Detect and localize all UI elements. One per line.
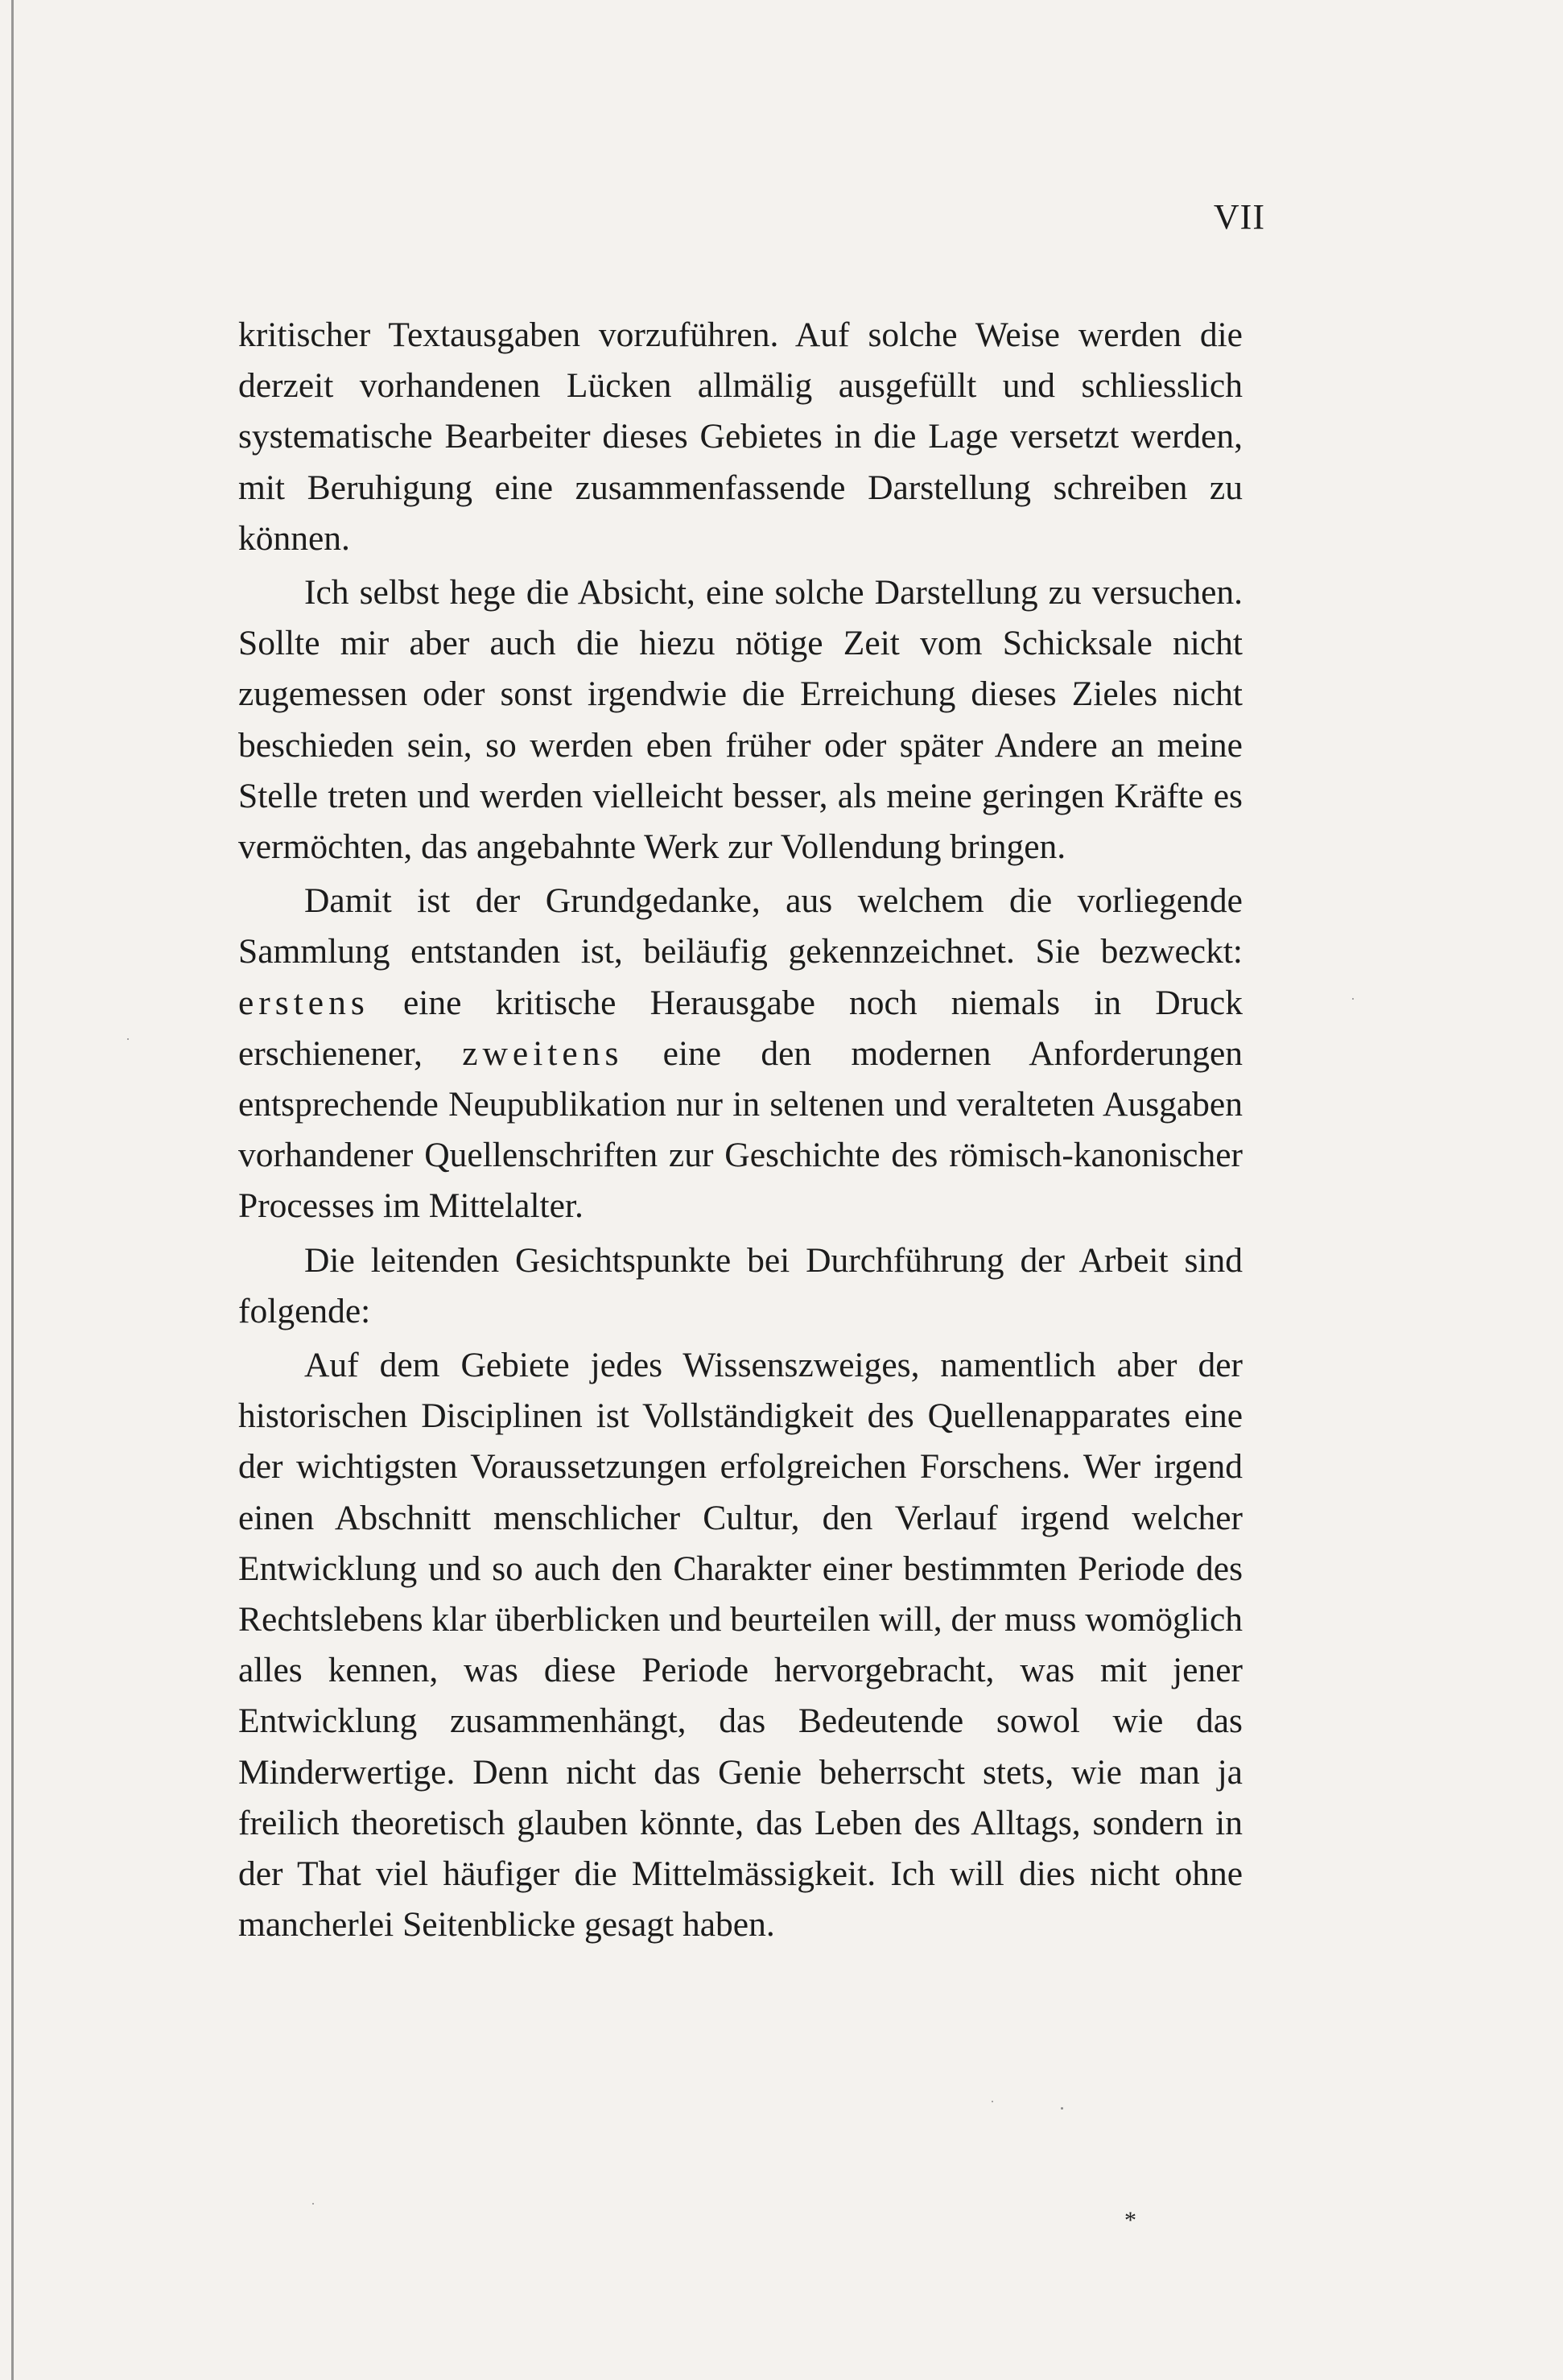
paragraph-text: Die leitenden Gesichtspunkte bei Durchführung der Arbeit sind folgende: xyxy=(238,1240,1243,1330)
paragraph-text: Auf dem Gebiete jedes Wissenszweiges, namentlich aber der historischen Disciplinen ist Vollständigkeit des Quellenapparates eine der wichtigsten Voraussetzungen erfolgreichen Forschens. Wer irgend einen Abschnitt menschlicher Cultur, den Verlauf irgend welcher Entwicklung und so auch den Charakter einer bestimmten Periode des Rechtslebens klar überblicken und beurteilen will, der muss womöglich alles kennen, was diese Periode hervorgebracht, was mit jener Entwicklung zusammenhängt, das Bedeutende sowol wie das Minderwertige. Denn nicht das Genie beherrscht stets, wie man ja freilich theoretisch glauben könnte, das Leben des Alltags, sondern in der That viel häufiger die Mittelmässigkeit. Ich will dies nicht ohne mancherlei Seitenblicke gesagt haben. xyxy=(238,1346,1243,1945)
paragraph-text: eine den modernen Anforderungen entsprechende Neupublikation nur in seltenen und veralteten Ausgaben vorhandener Quellenschriften zur Geschichte des römisch-kanonischer Processes im Mittelalter. xyxy=(238,1033,1243,1226)
paragraph-text: kritischer Textausgaben vorzuführen. Auf solche Weise werden die derzeit vorhandenen Lücken allmälig ausgefüllt und schliesslich systematische Bearbeiter dieses Gebietes in die Lage versetzt werden, mit Beruhigung eine zusammenfassende Darstellung schreiben zu können. xyxy=(238,316,1243,558)
paper-speck xyxy=(1352,998,1354,1000)
paper-speck xyxy=(127,1038,129,1040)
paragraph xyxy=(238,567,1243,872)
page-binding-edge xyxy=(11,0,14,2380)
emphasized-word: zweitens xyxy=(462,1033,624,1073)
paragraph xyxy=(238,1235,1243,1337)
paragraph-text: Damit ist der Grundgedanke, aus welchem die vorliegende Sammlung entstanden ist, beiläufig gekennzeichnet. Sie bezweckt: xyxy=(238,881,1243,971)
paragraph xyxy=(238,310,1243,564)
paper-speck xyxy=(312,2203,314,2205)
printer-mark: * xyxy=(1124,2207,1136,2234)
paper-speck xyxy=(992,2101,993,2102)
paragraph-text: eine kritische Herausgabe noch niemals in Druck erschienener, xyxy=(238,983,1243,1073)
paragraph xyxy=(238,1340,1243,1950)
emphasized-word: erstens xyxy=(238,983,369,1022)
page-number: VII xyxy=(1213,197,1265,237)
paragraph-text: Ich selbst hege die Absicht, eine solche Darstellung zu versuchen. Sollte mir aber auch die hiezu nötige Zeit vom Schicksale nicht zugemessen oder sonst irgendwie die Erreichung dieses Zieles nicht beschieden sein, so werden eben früher oder später Andere an meine Stelle treten und werden vielleicht besser, als meine geringen Kräfte es vermöchten, das angebahnte Werk zur Vollendung bringen. xyxy=(238,573,1243,867)
paragraph xyxy=(238,876,1243,1231)
body-text xyxy=(238,310,1243,1951)
paper-speck xyxy=(1061,2107,1063,2110)
